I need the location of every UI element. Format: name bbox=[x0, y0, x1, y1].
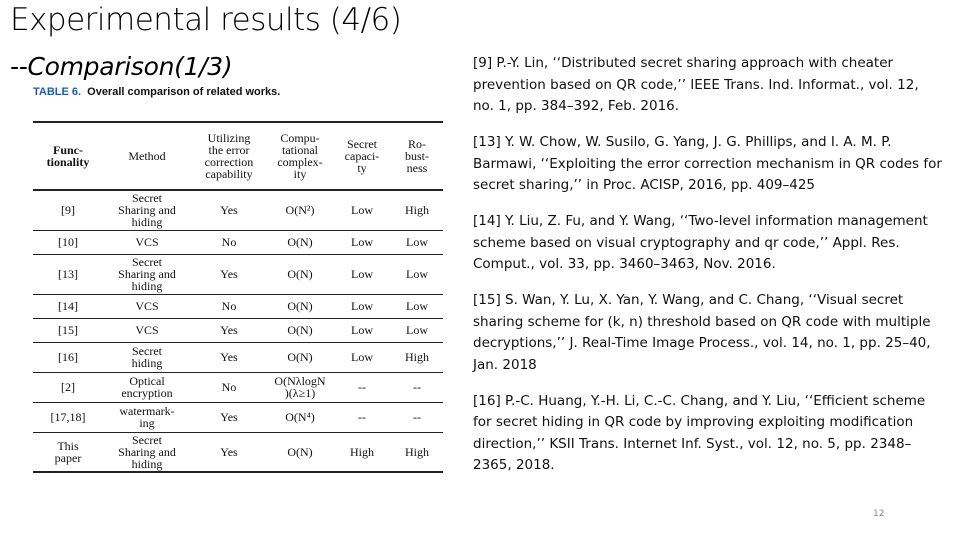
cell-error-correction: Yes bbox=[191, 318, 267, 342]
cell-error-correction: Yes bbox=[191, 254, 267, 294]
comparison-table-container bbox=[33, 121, 443, 473]
table-row bbox=[33, 318, 443, 342]
cell-secret-capacity: -- bbox=[333, 372, 391, 402]
header-error-correction: Utilizing the error correction capability bbox=[191, 122, 267, 190]
cell-secret-capacity: Low bbox=[333, 190, 391, 230]
cell-secret-capacity: Low bbox=[333, 342, 391, 372]
table-row bbox=[33, 230, 443, 254]
cell-functionality: [2] bbox=[33, 372, 103, 402]
reference-item: [9] P.-Y. Lin, ‘‘Distributed secret sharing approach with cheater prevention based on QR code,’’ IEEE Trans. Ind. Informat., vol. 12, no. 1, pp. 384–392, Feb. 2016. bbox=[473, 55, 919, 114]
reference-item: [13] Y. W. Chow, W. Susilo, G. Yang, J. G. Phillips, and I. A. M. P. Barmawi, ‘‘Exploiting the error correction mechanism in QR codes for secret sharing,’’ in Proc. ACISP, 2016, pp. 409–425 bbox=[473, 134, 942, 193]
table-caption bbox=[33, 86, 280, 98]
cell-method: watermark- ing bbox=[103, 402, 191, 432]
cell-error-correction: Yes bbox=[191, 432, 267, 472]
cell-functionality: [14] bbox=[33, 294, 103, 318]
cell-functionality: [13] bbox=[33, 254, 103, 294]
cell-functionality: [17,18] bbox=[33, 402, 103, 432]
cell-complexity: O(N) bbox=[267, 294, 333, 318]
table-row bbox=[33, 190, 443, 230]
cell-robustness: -- bbox=[391, 402, 443, 432]
comparison-table bbox=[33, 121, 443, 473]
cell-method: Optical encryption bbox=[103, 372, 191, 402]
cell-complexity: O(NλlogN )(λ≥1) bbox=[267, 372, 333, 402]
table-header-row bbox=[33, 122, 443, 190]
cell-secret-capacity: Low bbox=[333, 294, 391, 318]
cell-error-correction: Yes bbox=[191, 402, 267, 432]
cell-error-correction: Yes bbox=[191, 190, 267, 230]
cell-method: Secret Sharing and hiding bbox=[103, 432, 191, 472]
cell-error-correction: No bbox=[191, 294, 267, 318]
cell-complexity: O(N²) bbox=[267, 190, 333, 230]
cell-robustness: Low bbox=[391, 294, 443, 318]
cell-method: Secret hiding bbox=[103, 342, 191, 372]
cell-robustness: Low bbox=[391, 230, 443, 254]
cell-method: VCS bbox=[103, 294, 191, 318]
cell-functionality: [16] bbox=[33, 342, 103, 372]
cell-complexity: O(N) bbox=[267, 254, 333, 294]
cell-robustness: High bbox=[391, 342, 443, 372]
header-complexity: Compu- tational complex- ity bbox=[267, 122, 333, 190]
reference-item: [16] P.-C. Huang, Y.-H. Li, C.-C. Chang, and Y. Liu, ‘‘Efficient scheme for secret hiding in QR code by improving exploiting modification direction,’’ KSII Trans. Internet Inf. Syst., vol. 12, no. 5, pp. 2348–2365, 2018. bbox=[473, 392, 926, 473]
cell-secret-capacity: -- bbox=[333, 402, 391, 432]
table-label: TABLE 6. bbox=[33, 86, 82, 98]
cell-robustness: High bbox=[391, 432, 443, 472]
reference-item: [14] Y. Liu, Z. Fu, and Y. Wang, ‘‘Two-level information management scheme based on visual cryptography and qr code,’’ Appl. Res. Comput., vol. 33, pp. 3460–3463, Nov. 2016. bbox=[473, 213, 928, 272]
cell-robustness: High bbox=[391, 190, 443, 230]
cell-secret-capacity: Low bbox=[333, 318, 391, 342]
cell-functionality: [10] bbox=[33, 230, 103, 254]
cell-secret-capacity: Low bbox=[333, 230, 391, 254]
cell-complexity: O(N⁴) bbox=[267, 402, 333, 432]
table-row bbox=[33, 254, 443, 294]
cell-complexity: O(N) bbox=[267, 230, 333, 254]
table-caption-text: Overall comparison of related works. bbox=[87, 86, 281, 98]
table-row bbox=[33, 402, 443, 432]
cell-robustness: Low bbox=[391, 254, 443, 294]
header-method: Method bbox=[103, 122, 191, 190]
cell-functionality: [9] bbox=[33, 190, 103, 230]
cell-error-correction: No bbox=[191, 230, 267, 254]
table-row bbox=[33, 342, 443, 372]
cell-robustness: Low bbox=[391, 318, 443, 342]
header-secret-capacity: Secret capaci- ty bbox=[333, 122, 391, 190]
cell-method: VCS bbox=[103, 318, 191, 342]
reference-list bbox=[473, 53, 943, 491]
cell-method: VCS bbox=[103, 230, 191, 254]
cell-error-correction: Yes bbox=[191, 342, 267, 372]
page-number: 12 bbox=[873, 509, 885, 519]
cell-method: Secret Sharing and hiding bbox=[103, 254, 191, 294]
cell-functionality: This paper bbox=[33, 432, 103, 472]
slide-title: Experimental results (4/6) bbox=[10, 2, 402, 38]
header-functionality: Func- tionality bbox=[33, 122, 103, 190]
cell-complexity: O(N) bbox=[267, 342, 333, 372]
header-robustness: Ro- bust- ness bbox=[391, 122, 443, 190]
cell-functionality: [15] bbox=[33, 318, 103, 342]
table-body bbox=[33, 190, 443, 472]
cell-robustness: -- bbox=[391, 372, 443, 402]
cell-complexity: O(N) bbox=[267, 318, 333, 342]
cell-secret-capacity: Low bbox=[333, 254, 391, 294]
table-row bbox=[33, 432, 443, 472]
slide-subtitle: --Comparison(1/3) bbox=[10, 52, 233, 81]
table-row bbox=[33, 372, 443, 402]
cell-method: Secret Sharing and hiding bbox=[103, 190, 191, 230]
reference-item: [15] S. Wan, Y. Lu, X. Yan, Y. Wang, and C. Chang, ‘‘Visual secret sharing scheme for (k, n) threshold based on QR code with multiple decryptions,’’ J. Real-Time Image Process., vol. 14, no. 1, pp. 25–40, Jan. 2018 bbox=[473, 292, 931, 373]
cell-error-correction: No bbox=[191, 372, 267, 402]
cell-complexity: O(N) bbox=[267, 432, 333, 472]
table-row bbox=[33, 294, 443, 318]
cell-secret-capacity: High bbox=[333, 432, 391, 472]
